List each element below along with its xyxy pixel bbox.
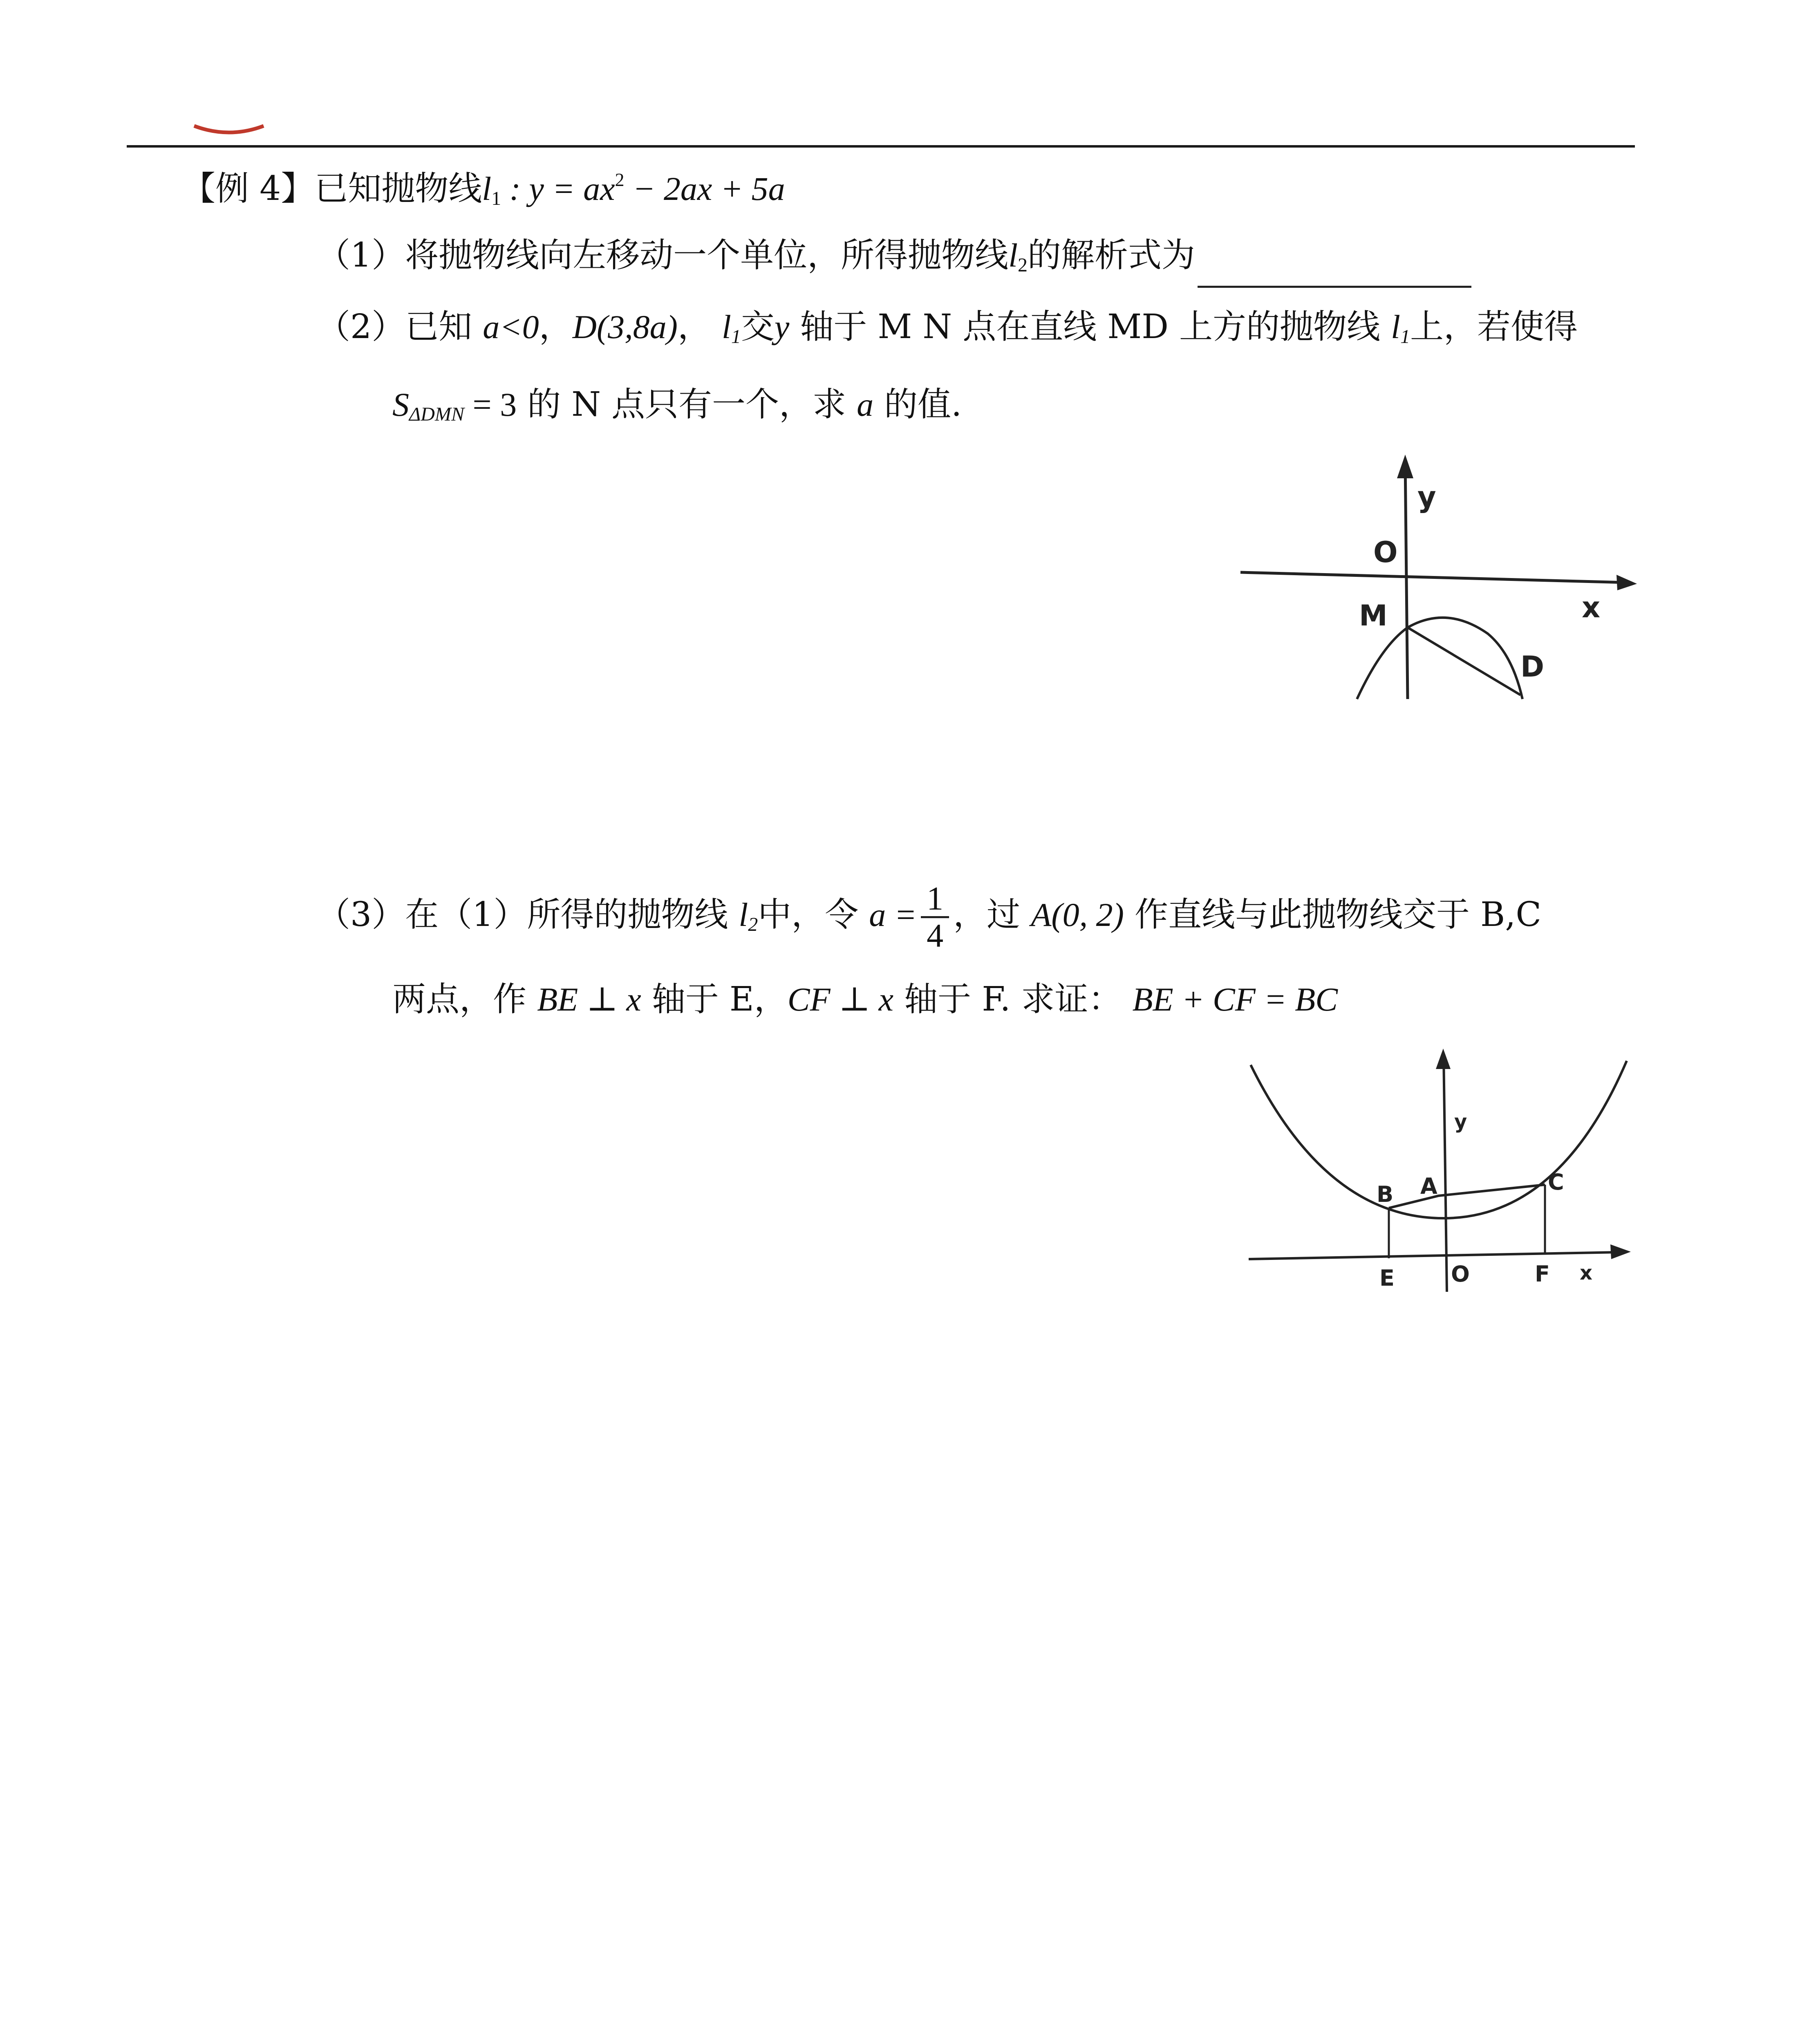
- fig2-label-y: y: [1454, 1110, 1467, 1133]
- fig2-label-a: A: [1420, 1173, 1437, 1199]
- header-rule: [127, 145, 1635, 148]
- fig1-label-y: y: [1417, 480, 1436, 514]
- curve-l1-ref2: $l_1$: [1391, 308, 1410, 347]
- part1-number: （1）: [317, 236, 405, 275]
- part3-question-line2: [392, 977, 1338, 1022]
- part3-number: （3）: [317, 895, 405, 934]
- part2-text-b: ，: [677, 307, 722, 346]
- point-d: D(3,8a): [572, 308, 678, 345]
- a-equals: a =: [869, 896, 917, 933]
- fig1-label-m: M: [1359, 599, 1388, 632]
- part1-question: [317, 233, 1471, 288]
- part3-question-line1: [317, 881, 1541, 953]
- curve-l2-ref: $l_2$: [739, 896, 758, 935]
- axis-y: y: [774, 308, 790, 345]
- example-heading: [182, 157, 785, 221]
- part1-text: 将抛物线向左移动一个单位，所得抛物线: [405, 236, 1009, 275]
- fig2-label-o: O: [1451, 1261, 1470, 1287]
- figure1-graph: [1234, 454, 1639, 715]
- curve-l1-ref: $l_1$: [722, 308, 741, 347]
- part3-text-c: ，过: [953, 895, 1031, 934]
- area-equation: = 3: [464, 386, 517, 423]
- answer-blank[interactable]: [1198, 257, 1471, 288]
- area-symbol: $S_{\Delta DMN}$: [392, 386, 464, 425]
- part2-question-line2: [392, 382, 962, 437]
- part2-number: （2）: [317, 307, 405, 346]
- equation-exponent: 2: [615, 169, 625, 190]
- fig2-label-e: E: [1379, 1265, 1395, 1291]
- curve-l1: $l_1$: [482, 170, 502, 209]
- part2-question-line1: [317, 305, 1578, 359]
- var-a: a: [857, 386, 874, 423]
- be-perp: BE ⊥ x: [537, 981, 641, 1018]
- part3-text-a: 在（1）所得的抛物线: [405, 895, 739, 934]
- part2-text-d: 轴于 M N 点在直线 MD 上方的抛物线: [789, 307, 1391, 346]
- part3-line2-a: 两点，作: [392, 980, 537, 1019]
- part1-text-after: 的解析式为: [1027, 236, 1195, 275]
- fig1-label-x: x: [1582, 591, 1601, 624]
- part2-text-e: 上，若使得: [1410, 307, 1578, 346]
- fig2-label-x: x: [1580, 1262, 1592, 1284]
- part3-text-b: 中，令: [758, 895, 869, 934]
- part2-text-a: 已知: [405, 307, 483, 346]
- fig2-label-f: F: [1535, 1261, 1550, 1287]
- point-a: A(0, 2): [1031, 896, 1124, 933]
- fig2-label-c: C: [1548, 1169, 1564, 1195]
- cf-perp: CF ⊥ x: [787, 981, 894, 1018]
- part3-line2-c: 轴于 F. 求证：: [893, 980, 1133, 1019]
- fig1-label-o: O: [1373, 536, 1398, 569]
- part2-text-g: 的值.: [873, 385, 962, 424]
- fraction-one-quarter: $\frac{1}{4}$: [921, 881, 949, 953]
- proof-equation: BE + CF = BC: [1132, 981, 1338, 1018]
- part3-text-d: 作直线与此抛物线交于 B,C: [1124, 895, 1542, 934]
- part2-text-f: 的 N 点只有一个，求: [517, 385, 857, 424]
- fig1-label-d: D: [1520, 650, 1545, 684]
- part2-text-c: 交: [741, 307, 775, 346]
- equation-lhs: : y = ax: [501, 170, 615, 207]
- figure2-graph: [1240, 1047, 1641, 1316]
- fig2-label-b: B: [1377, 1181, 1394, 1207]
- condition-a: a<0: [483, 308, 539, 345]
- example-intro: 已知抛物线: [314, 169, 482, 208]
- curve-l2: $l_2$: [1008, 237, 1028, 276]
- part2-sep: ，: [539, 307, 573, 346]
- header-logo-fragment: [192, 123, 266, 139]
- part3-line2-b: 轴于 E，: [641, 980, 788, 1019]
- equation-rhs: − 2ax + 5a: [624, 170, 785, 207]
- example-label: 【例 4】: [182, 169, 315, 208]
